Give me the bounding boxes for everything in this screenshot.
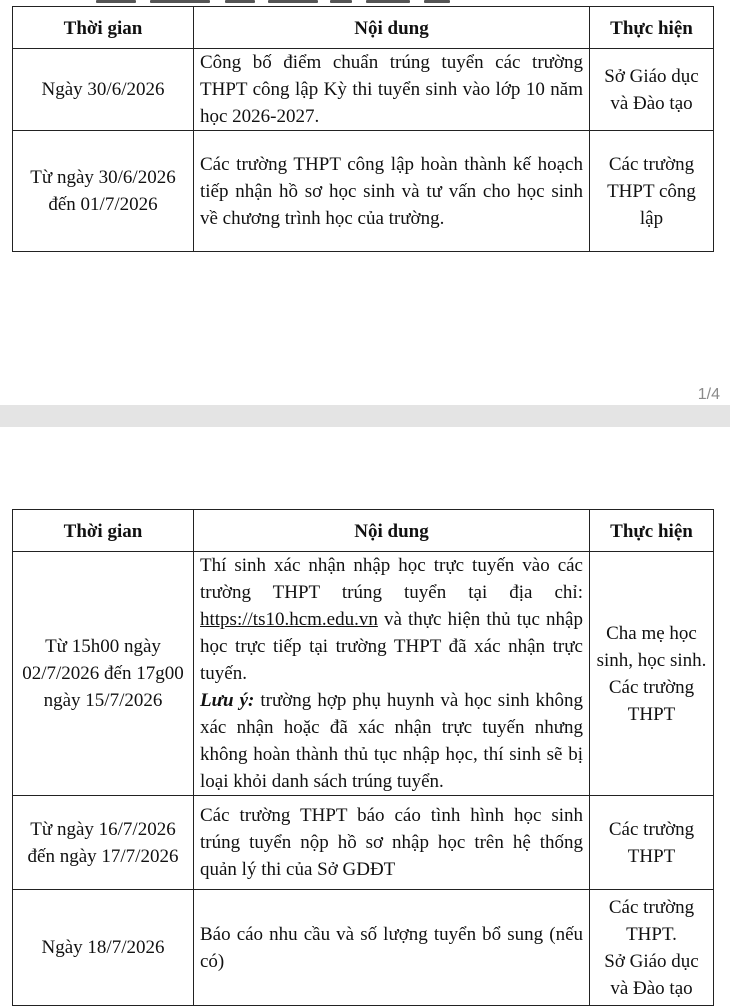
cell-content: Công bố điểm chuẩn trúng tuyển các trường THPT công lập Kỳ thi tuyển sinh vào lớp 10 năm học 2026-2027. [194, 49, 590, 131]
registration-link[interactable]: https://ts10.hcm.edu.vn [200, 609, 378, 630]
header-time: Thời gian [13, 7, 194, 49]
who-text: Các trường THPT. [608, 896, 695, 945]
schedule-table-page-2 [12, 509, 714, 1006]
header-content: Nội dung [194, 7, 590, 49]
cell-who: Các trường THPT công lập [590, 131, 714, 252]
content-text: và thực hiện thủ tục nhập học trực tiếp tại trường THPT đã xác nhận trực tuyến. [200, 609, 583, 684]
page-separator [0, 405, 730, 427]
header-who: Thực hiện [590, 510, 714, 552]
header-who: Thực hiện [590, 7, 714, 49]
cell-content: Báo cáo nhu cầu và số lượng tuyển bổ sung (nếu có) [194, 890, 590, 1006]
table-row [13, 49, 714, 131]
cell-time: Từ ngày 30/6/2026 đến 01/7/2026 [13, 131, 194, 252]
who-text: Sở Giáo dục và Đào tạo [604, 950, 699, 999]
cell-time: Ngày 18/7/2026 [13, 890, 194, 1006]
cell-content [194, 552, 590, 796]
table-row [13, 890, 714, 1006]
page-indicator: 1/4 [697, 386, 720, 403]
who-text: Cha mẹ học sinh, học sinh. [596, 622, 707, 671]
content-text: Thí sinh xác nhận nhập học trực tuyến vào các trường THPT trúng tuyển tại địa chỉ: [200, 555, 583, 603]
header-content: Nội dung [194, 510, 590, 552]
table-header-row [13, 510, 714, 552]
header-time: Thời gian [13, 510, 194, 552]
cell-who: Các trường THPT [590, 796, 714, 890]
note-label: Lưu ý: [200, 690, 255, 711]
cell-content: Các trường THPT công lập hoàn thành kế hoạch tiếp nhận hồ sơ học sinh và tư vấn cho học sinh về chương trình học của trường. [194, 131, 590, 252]
cell-content: Các trường THPT báo cáo tình hình học sinh trúng tuyển nộp hồ sơ nhập học trên hệ thống quản lý thi của Sở GDĐT [194, 796, 590, 890]
cell-time: Từ 15h00 ngày 02/7/2026 đến 17g00 ngày 15/7/2026 [13, 552, 194, 796]
table-row [13, 796, 714, 890]
table-row [13, 131, 714, 252]
table-row [13, 552, 714, 796]
cell-who [590, 890, 714, 1006]
schedule-table-page-1 [12, 6, 714, 252]
cell-who [590, 552, 714, 796]
cell-time: Ngày 30/6/2026 [13, 49, 194, 131]
who-text: Các trường THPT [608, 676, 695, 725]
cell-time: Từ ngày 16/7/2026 đến ngày 17/7/2026 [13, 796, 194, 890]
cell-who: Sở Giáo dục và Đào tạo [590, 49, 714, 131]
table-header-row [13, 7, 714, 49]
note-text: trường hợp phụ huynh và học sinh không xác nhận hoặc đã xác nhận trực tuyến nhưng không hoàn thành thủ tục nhập học, thí sinh sẽ bị loại khỏi danh sách trúng tuyển. [200, 690, 583, 792]
